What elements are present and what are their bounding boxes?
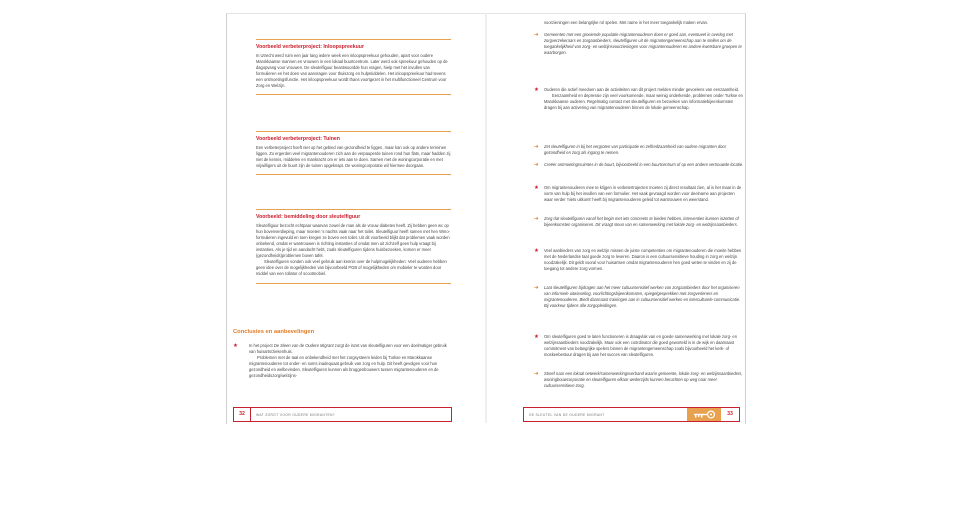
recommendation: Zorg dat sleutelfiguren vanaf het begin met iets concreets te bieden hebben, interventies kunnen inzetten of bijeenkomsten organiseren. Dit vraagt steun van en samenwerking met lokale zorg- en welzijnsaanbieders. [544, 216, 739, 228]
star-icon: ★ [534, 87, 539, 93]
box-title: Voorbeeld: bemiddeling door sleutelfiguur [256, 214, 361, 220]
example-box-bemiddeling [256, 209, 451, 284]
recommendation: Gemeenten met een groeiende populatie migrantenouderen doen er goed aan, eventueel in overleg met zorgverzekeraars en zorgaanbieders, sleutelfiguren uit de migrantengemeenschap aan te stellen om de toegankelijkheid van zorg- en welzijnsvoorzieningen voor migrantenouderen en andere kwetsbare groepen te waarborgen. [544, 32, 742, 56]
arrow-icon: ➜ [534, 162, 539, 168]
conclusion-paragraph: Eenzaamheid en depressie zijn veel voorkomende, maar weinig onderkende, problemen onder Turkse en Marokkaanse ouderen. Regelmatig contact met sleutelfiguren en bezoeken van informatiebijeenkomsten dragen bij aan activering van migrantenouderen binnen de lokale gemeenschap. [544, 93, 743, 111]
arrow-icon: ➜ [534, 371, 539, 377]
star-icon: ★ [534, 248, 539, 254]
page-footer [233, 407, 452, 422]
box-title: Voorbeeld verbeterproject: Inloopspreekuur [256, 44, 364, 50]
arrow-icon: ➜ [534, 285, 539, 291]
conclusion-item [249, 343, 453, 379]
arrow-icon: ➜ [534, 144, 539, 150]
example-box-inloopspreekuur [256, 39, 451, 95]
star-icon: ★ [534, 334, 539, 340]
box-text: Sleutelfiguur bezocht echtpaar waarvan zowel de man als de vrouw diabetes heeft. Zij hebben geen wc op hun bovenverdieping, maar moeten 's nachts vaak naar het toilet. Sleutelfiguur heeft samen met hen Wmo-formulieren ingevuld en toen kregen ze boven een toilet. Uit dit voorbeeld blijkt dat problemen vaak worden onbekend, omdat er wantrouwen is richting instanties of omdat men uit zichzelf geen hulp vraagt bij instanties. Als je tijd en aandacht hebt, zoals sleutelfiguren tijdens huisbezoeken, komen er meer (gezondheids)problemen boven tafel. [256, 223, 450, 259]
box-title: Voorbeeld verbeterproject: Tuinen [256, 136, 340, 142]
example-box-tuinen [256, 131, 451, 175]
arrow-icon: ➜ [534, 32, 539, 38]
star-icon: ★ [534, 185, 539, 191]
right-page [487, 13, 746, 424]
conclusion-item: Om sleutelfiguren goed te laten functioneren is draagvlak van en goede samenwerking met lokale zorg- en welzijnsaanbieders noodzakelijk. Maar ook een coördinator die goed geworteld is in de wijk en daarnaast commitment van belangrijke spelers binnen de migrantengemeenschap zoals bijvoorbeeld het kerk- of moskeebestuur dragen bij aan het succes van sleutelfiguren. [544, 334, 737, 358]
running-title: WAT ZORGT VOOR OUDERE MIGRANTEN? [256, 412, 335, 417]
page-number: 33 [727, 411, 733, 417]
conclusion-rest: zorgt de inzet van sleutelfiguren voor een doelmatiger gebruik van huisarts/ziekenhuis. [249, 343, 447, 355]
conclusion-item: Veel aanbieders van zorg en welzijn missen de juiste competenties om migrantenouderen die moeite hebben met de Nederlandse taal goede zorg te leveren. Daaron is een cultuursensitieve houding in zorg en welzijn noodzakelijk. Dit geldt vooral voor huisartsen omdat migrantenouderen hen goed weten te vinden en zij de toegang tot andere zorg vormen. [544, 248, 742, 272]
running-title: DE SLEUTEL VAN DE OUDERE MIGRANT [529, 412, 605, 417]
conclusion-lead: In het project [249, 343, 274, 348]
page-footer [523, 407, 740, 422]
conclusion-text: Ouderen die actief meedoen aan de activiteiten van dit project melden minder gevoelens van eenzaamheid. [544, 87, 740, 92]
page-number: 32 [234, 408, 251, 421]
recommendation: Laat sleutelfiguren bijdragen aan het meer cultuursensitief werken van zorgaanbieders door het organiseren van informele uitwisseling, voorlichtingsbijeenkomsten, spiegelgesprekken met zorgverleners en migrantenouderen. Biedt daarnaast trainingen aan in cultuursensitief werken en interculturele communicatie. Bij voorkeur tijdens alle zorgopleidingen. [544, 285, 741, 309]
conclusion-item: Om migrantenouderen mee te krijgen in verbetertrajecten moeten zij direct resultaat zien, al is het maar in de vorm van hulp bij het invullen van een formulier. Het vaak gevraagd worden voor deelname aan projecten waar verder 'niets uitkomt' heeft bij migrantenouderen geleid tot wantrouwen en weerstand. [544, 185, 742, 203]
left-page [226, 13, 485, 424]
recommendation: Streef naar een lokaal netwerk/samenwerkingsverband waarin gemeente, lokale zorg- en welzijnsaanbieders, woningbouwcorporatie en sleutelfiguren elkaar wederzijds kunnen beruchten op weg naar meer cultuursensitieve zorg. [544, 371, 743, 389]
recommendation: Zet sleutelfiguren in bij het vergroten van participatie en zelfredzaamheid van oudere migranten door gezondheid en zorg als ingang te nemen. [544, 144, 727, 156]
star-icon: ★ [233, 343, 238, 349]
box-text: Sleutelfiguren vonden ook veel gebruik aan kennis over de hulpmogelijkheden: Veel ouderen hebben geen idee over de mogelijkheden van bijvoorbeeld PGB of mogelijkheden om mobieler te worden door middel van een rollator of scootmobiel. [256, 259, 447, 277]
continued-text: voorzieningen een belangrijke rol spelen. Met name in het meer toegankelijk maken ervan. [544, 20, 709, 25]
arrow-icon: ➜ [534, 216, 539, 222]
project-name: De Sleen van de Oudere Migrant [273, 343, 334, 348]
box-text: In Utrecht werd ruim een jaar lang iedere week een inloopspreekuur gehouden, apart voor oudere Marokkaanse mannen en vrouwen in een lokaal buurtcentrum. Later werd ook spreekuur gehouden op de dagopvang voor vrouwen. De sleutelfiguur beantwoordde hun vragen, hielp met het invullen van formulieren en het doen van aanvragen voor thuiszorg en hulpmiddelen. Het inloopspreekuur had tevens een ontmoetingsfunctie. Het inloopspreekuur wordt thans voortgezet in het multifunctioneel Centrum voor Zorg en Welzijn. [256, 53, 448, 89]
recommendation: Creëer ontmoetingsruimtes in de buurt, bijvoorbeeld in een buurtcentrum of op een andere vertrouwde locatie. [544, 162, 744, 167]
section-title: Conclusies en aanbevelingen [233, 329, 315, 335]
box-text: Een verbeterproject hoeft niet op het gebied van gezondheid te liggen, maar kan ook op andere terreinen liggen. Zo ergerden veel migrantenouderen zich aan de verpauperde tuinen rond hun flats, maar hadden zij niet de kennis, middelen en mankracht om er iets aan te doen. Samen met de woningcorporatie en met vrijwilligers uit de buurt zijn de tuinen opgeknapt. De woningcorporatie wil hiermee doorgaan. [256, 145, 451, 169]
conclusion-paragraph: Problemen met de taal en onbekendheid met het zorgsysteem leiden bij Turkse en Marokkaanse migrantenouderen tot onder- en soms inadequaat gebruik van zorg en hulp. Dit heeft gevolgen voor hun gezondheid en welbevinden. Sleutelfiguren kunnen als bruggenbouwers tussen migrantenouderen en de gezondheidszorg/welzijns- [249, 355, 439, 379]
key-icon [687, 408, 721, 421]
conclusion-item [544, 87, 744, 111]
